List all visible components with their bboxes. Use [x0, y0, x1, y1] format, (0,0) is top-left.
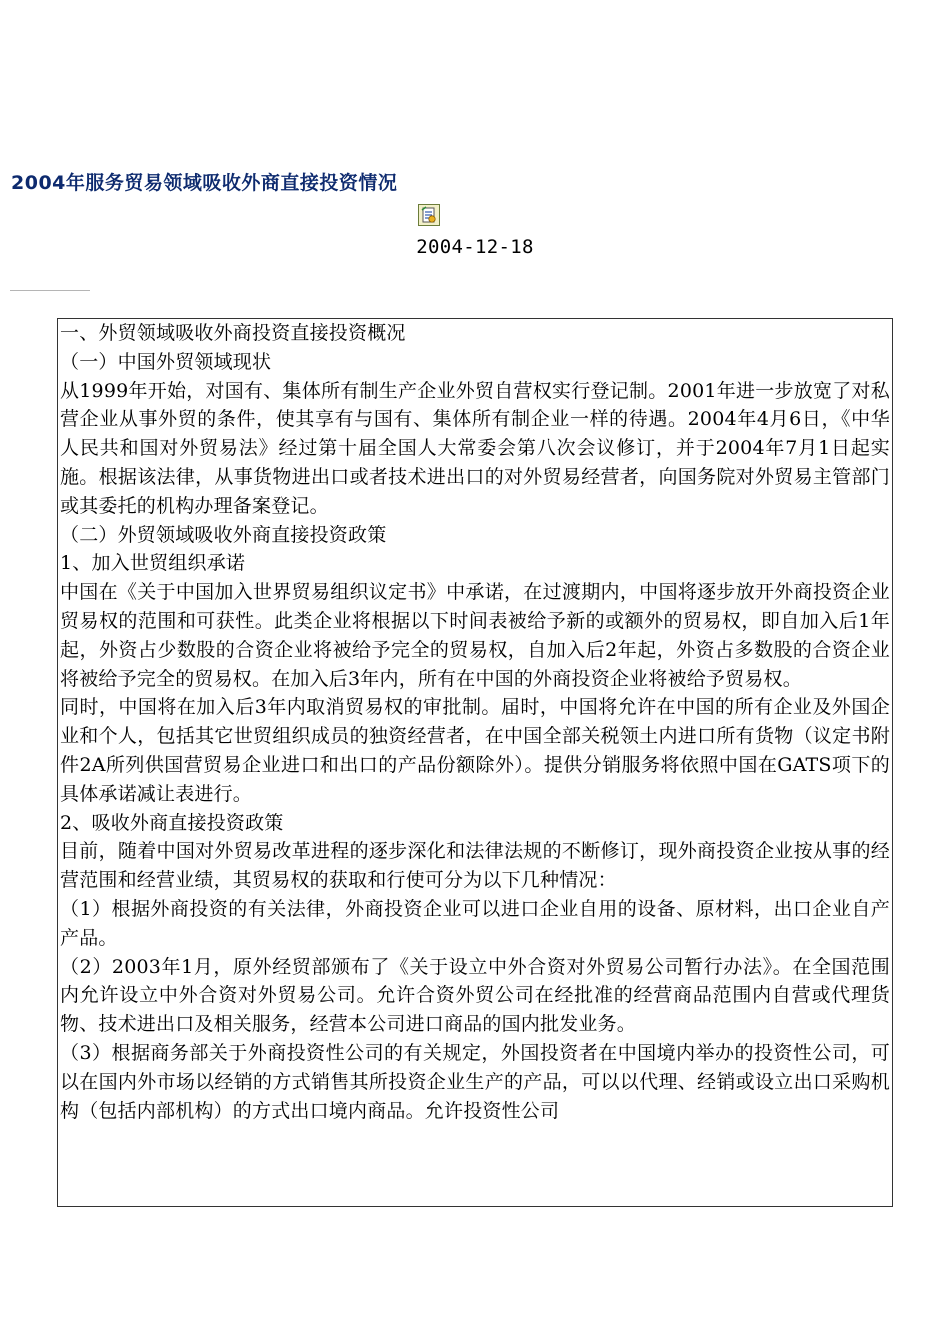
document-icon — [418, 204, 440, 226]
subheading-status: （一）中国外贸领域现状 — [60, 350, 272, 373]
subheading-fdi-policy: 2、吸收外商直接投资政策 — [60, 811, 284, 834]
page-title: 2004年服务贸易领域吸收外商直接投资情况 — [11, 172, 398, 194]
paragraph-item-1: （1）根据外商投资的有关法律，外商投资企业可以进口企业自用的设备、原材料，出口企业自产产品。 — [60, 897, 890, 949]
paragraph-wto-commitment: 中国在《关于中国加入世界贸易组织议定书》中承诺，在过渡期内，中国将逐步放开外商投资企业贸易权的范围和可获性。此类企业将根据以下时间表被给予新的或额外的贸易权，即自加入后1年起，外资占少数股的合资企业将被给予完全的贸易权，自加入后2年起，外资占多数股的合资企业将被给予完全的贸易权。在加入后3年内，所有在中国的外商投资企业将被给予贸易权。 — [60, 581, 890, 690]
article-body — [57, 318, 893, 1207]
paragraph-item-3: （3）根据商务部关于外商投资性公司的有关规定，外国投资者在中国境内举办的投资性公司，可以在国内外市场以经销的方式销售其所投资企业生产的产品，可以以代理、经销或设立出口采购机构（包括内部机构）的方式出口境内商品。允许投资性公司 — [60, 1041, 890, 1122]
subheading-wto: 1、加入世贸组织承诺 — [60, 552, 246, 575]
paragraph-fdi-intro: 目前，随着中国对外贸易改革进程的逐步深化和法律法规的不断修订，现外商投资企业按从事的经营范围和经营业绩，其贸易权的获取和行使可分为以下几种情况： — [60, 840, 890, 892]
subheading-policy: （二）外贸领域吸收外商直接投资政策 — [60, 523, 387, 546]
paragraph-wto-approval: 同时，中国将在加入后3年内取消贸易权的审批制。届时，中国将允许在中国的所有企业及外国企业和个人，包括其它世贸组织成员的独资经营者，在中国全部关税领土内进口所有货物（议定书附件2A所列供国营贸易企业进口和出口的产品份额除外）。提供分销服务将依照中国在GATS项下的具体承诺减让表进行。 — [60, 696, 890, 805]
paragraph-status: 从1999年开始，对国有、集体所有制生产企业外贸自营权实行登记制。2001年进一步放宽了对私营企业从事外贸的条件，使其享有与国有、集体所有制企业一样的待遇。2004年4月6日，《中华人民共和国对外贸易法》经过第十届全国人大常委会第八次会议修订，并于2004年7月1日起实施。根据该法律，从事货物进出口或者技术进出口的对外贸易经营者，向国务院对外贸易主管部门或其委托的机构办理备案登记。 — [60, 379, 890, 517]
divider — [10, 290, 90, 291]
paragraph-item-2: （2）2003年1月，原外经贸部颁布了《关于设立中外合资对外贸易公司暂行办法》。在全国范围内允许设立中外合资对外贸易公司。允许合资外贸公司在经批准的经营商品范围内自营或代理货物、技术进出口及相关服务，经营本公司进口商品的国内批发业务。 — [60, 955, 890, 1036]
publish-date: 2004-12-18 — [416, 236, 534, 258]
heading-section-1: 一、外贸领域吸收外商投资直接投资概况 — [60, 322, 406, 344]
